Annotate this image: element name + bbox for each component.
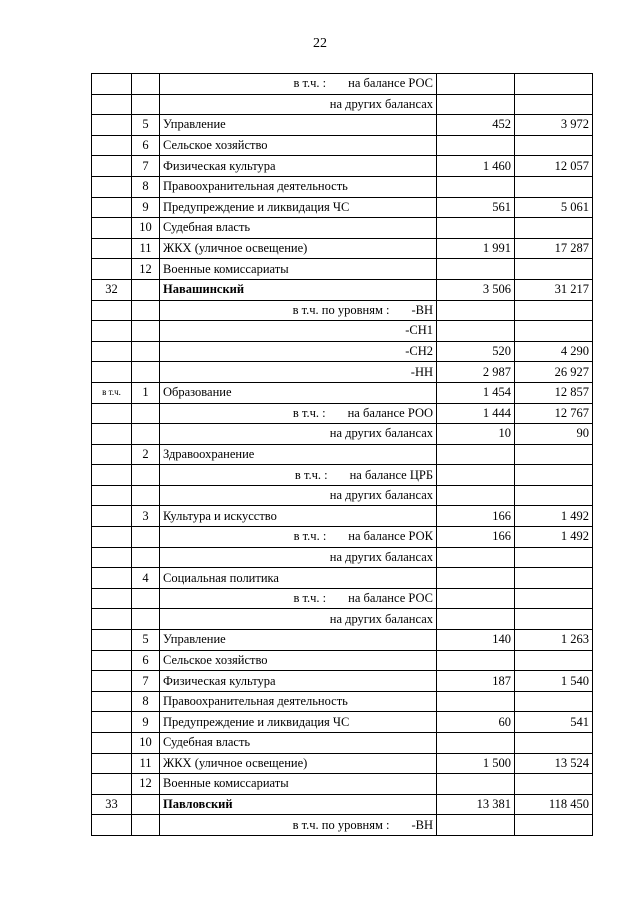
region-number-cell <box>92 176 132 197</box>
value-2-cell <box>515 74 593 95</box>
subtotal-row <box>92 527 593 548</box>
value-2-cell: 12 767 <box>515 403 593 424</box>
region-number-cell <box>92 74 132 95</box>
table-row <box>92 135 593 156</box>
breakdown-label-cell <box>160 609 437 630</box>
item-number-cell <box>132 321 160 342</box>
value-2-cell: 1 263 <box>515 630 593 651</box>
value-1-cell <box>437 774 515 795</box>
item-number-cell: 6 <box>132 135 160 156</box>
value-1-cell <box>437 259 515 280</box>
value-1-cell <box>437 465 515 486</box>
region-number-cell <box>92 753 132 774</box>
item-number-cell <box>132 300 160 321</box>
region-row <box>92 794 593 815</box>
subtotal-row <box>92 321 593 342</box>
table-row <box>92 630 593 651</box>
value-1-cell: 60 <box>437 712 515 733</box>
region-number-cell: 32 <box>92 279 132 300</box>
item-number-cell <box>132 527 160 548</box>
item-number-cell <box>132 609 160 630</box>
table-row <box>92 218 593 239</box>
breakdown-label-cell <box>160 547 437 568</box>
breakdown-label-cell <box>160 527 437 548</box>
category-name-cell: Судебная власть <box>160 733 437 754</box>
value-2-cell: 26 927 <box>515 362 593 383</box>
value-1-cell <box>437 94 515 115</box>
breakdown-label-cell <box>160 341 437 362</box>
region-number-cell <box>92 712 132 733</box>
value-1-cell: 1 454 <box>437 382 515 403</box>
table-row <box>92 712 593 733</box>
value-2-cell <box>515 259 593 280</box>
value-1-cell <box>437 588 515 609</box>
value-1-cell <box>437 74 515 95</box>
value-2-cell <box>515 568 593 589</box>
region-name-cell: Павловский <box>160 794 437 815</box>
item-number-cell: 5 <box>132 115 160 136</box>
value-1-cell: 187 <box>437 671 515 692</box>
value-1-cell <box>437 609 515 630</box>
value-2-cell: 12 057 <box>515 156 593 177</box>
breakdown-label: на других балансах <box>329 96 433 111</box>
value-2-cell <box>515 485 593 506</box>
category-name-cell: Правоохранительная деятельность <box>160 691 437 712</box>
region-number-cell <box>92 630 132 651</box>
region-number-cell <box>92 156 132 177</box>
category-name-cell: Военные комиссариаты <box>160 259 437 280</box>
region-number-cell <box>92 733 132 754</box>
category-name-cell: Здравоохранение <box>160 444 437 465</box>
region-number-cell <box>92 650 132 671</box>
item-number-cell: 4 <box>132 568 160 589</box>
value-2-cell <box>515 321 593 342</box>
table-row <box>92 671 593 692</box>
breakdown-label: на других балансах <box>329 426 433 441</box>
value-2-cell <box>515 815 593 836</box>
region-number-cell: 33 <box>92 794 132 815</box>
region-number-cell <box>92 135 132 156</box>
table-row <box>92 382 593 403</box>
region-number-cell <box>92 362 132 383</box>
table-row <box>92 115 593 136</box>
value-2-cell: 1 492 <box>515 506 593 527</box>
breakdown-label-cell <box>160 362 437 383</box>
region-number-cell <box>92 609 132 630</box>
value-2-cell: 17 287 <box>515 238 593 259</box>
table-row <box>92 506 593 527</box>
value-1-cell <box>437 815 515 836</box>
item-number-cell <box>132 94 160 115</box>
region-number-cell <box>92 403 132 424</box>
value-1-cell <box>437 691 515 712</box>
category-name-cell: Сельское хозяйство <box>160 135 437 156</box>
category-name-cell: Культура и искусство <box>160 506 437 527</box>
region-number-cell <box>92 424 132 445</box>
category-name-cell: Судебная власть <box>160 218 437 239</box>
region-number-cell <box>92 568 132 589</box>
region-number-cell <box>92 444 132 465</box>
table-row <box>92 774 593 795</box>
item-number-cell <box>132 815 160 836</box>
value-2-cell <box>515 774 593 795</box>
item-number-cell <box>132 403 160 424</box>
breakdown-prefix: в т.ч. по уровням : <box>292 302 390 317</box>
value-1-cell: 452 <box>437 115 515 136</box>
subtotal-row <box>92 609 593 630</box>
breakdown-prefix: в т.ч. : <box>292 405 326 420</box>
region-number-cell <box>92 115 132 136</box>
value-1-cell <box>437 650 515 671</box>
category-name-cell: Физическая культура <box>160 671 437 692</box>
category-name-cell: Сельское хозяйство <box>160 650 437 671</box>
breakdown-prefix: в т.ч. : <box>293 529 327 544</box>
item-number-cell: 8 <box>132 176 160 197</box>
value-1-cell: 166 <box>437 527 515 548</box>
item-number-cell <box>132 341 160 362</box>
subtotal-row <box>92 485 593 506</box>
breakdown-label: на балансе РОС <box>348 76 433 91</box>
subtotal-row <box>92 74 593 95</box>
region-number-cell <box>92 547 132 568</box>
breakdown-label-cell <box>160 403 437 424</box>
page-number: 22 <box>313 36 327 51</box>
value-2-cell <box>515 444 593 465</box>
value-1-cell <box>437 218 515 239</box>
subtotal-row <box>92 403 593 424</box>
value-2-cell <box>515 609 593 630</box>
value-1-cell <box>437 300 515 321</box>
item-number-cell: 9 <box>132 712 160 733</box>
breakdown-label: на других балансах <box>329 611 433 626</box>
item-number-cell: 12 <box>132 259 160 280</box>
table-row <box>92 691 593 712</box>
breakdown-label: на балансе РОС <box>348 591 433 606</box>
breakdown-label-cell <box>160 74 437 95</box>
breakdown-label-cell <box>160 815 437 836</box>
breakdown-label: -СН2 <box>405 344 433 359</box>
region-number-cell <box>92 197 132 218</box>
breakdown-label: на других балансах <box>329 488 433 503</box>
value-2-cell: 4 290 <box>515 341 593 362</box>
budget-table-body <box>92 74 593 836</box>
subtotal-row <box>92 815 593 836</box>
value-2-cell: 118 450 <box>515 794 593 815</box>
table-row <box>92 444 593 465</box>
item-number-cell: 11 <box>132 238 160 259</box>
breakdown-label-cell <box>160 300 437 321</box>
category-name-cell: Образование <box>160 382 437 403</box>
region-number-cell <box>92 300 132 321</box>
breakdown-prefix: в т.ч. : <box>294 467 328 482</box>
region-number-cell <box>92 465 132 486</box>
value-1-cell: 2 987 <box>437 362 515 383</box>
category-name-cell: Правоохранительная деятельность <box>160 176 437 197</box>
region-number-cell <box>92 321 132 342</box>
value-1-cell <box>437 733 515 754</box>
value-2-cell <box>515 300 593 321</box>
breakdown-prefix: в т.ч. : <box>293 76 327 91</box>
value-1-cell <box>437 135 515 156</box>
value-1-cell: 561 <box>437 197 515 218</box>
value-2-cell <box>515 547 593 568</box>
value-2-cell: 541 <box>515 712 593 733</box>
breakdown-label-cell <box>160 588 437 609</box>
value-1-cell <box>437 321 515 342</box>
value-1-cell <box>437 485 515 506</box>
category-name-cell: Военные комиссариаты <box>160 774 437 795</box>
value-2-cell <box>515 465 593 486</box>
breakdown-label-cell <box>160 424 437 445</box>
table-row <box>92 259 593 280</box>
value-1-cell: 520 <box>437 341 515 362</box>
item-number-cell <box>132 465 160 486</box>
value-1-cell <box>437 444 515 465</box>
item-number-cell <box>132 362 160 383</box>
item-number-cell <box>132 279 160 300</box>
breakdown-label: на других балансах <box>329 549 433 564</box>
value-2-cell: 13 524 <box>515 753 593 774</box>
category-name-cell: Управление <box>160 630 437 651</box>
value-2-cell <box>515 218 593 239</box>
item-number-cell: 9 <box>132 197 160 218</box>
region-number-cell: в т.ч. <box>92 382 132 403</box>
value-1-cell <box>437 176 515 197</box>
table-row <box>92 753 593 774</box>
value-2-cell <box>515 94 593 115</box>
table-row <box>92 156 593 177</box>
category-name-cell: ЖКХ (уличное освещение) <box>160 238 437 259</box>
value-2-cell <box>515 588 593 609</box>
value-2-cell <box>515 135 593 156</box>
value-1-cell: 1 500 <box>437 753 515 774</box>
value-2-cell: 90 <box>515 424 593 445</box>
value-1-cell: 166 <box>437 506 515 527</box>
item-number-cell <box>132 74 160 95</box>
value-2-cell: 5 061 <box>515 197 593 218</box>
table-row <box>92 197 593 218</box>
subtotal-row <box>92 424 593 445</box>
region-number-cell <box>92 485 132 506</box>
subtotal-row <box>92 465 593 486</box>
item-number-cell: 3 <box>132 506 160 527</box>
category-name-cell: Предупреждение и ликвидация ЧС <box>160 197 437 218</box>
item-number-cell <box>132 794 160 815</box>
value-2-cell <box>515 650 593 671</box>
breakdown-prefix: в т.ч. : <box>293 591 327 606</box>
region-number-cell <box>92 94 132 115</box>
value-1-cell: 1 444 <box>437 403 515 424</box>
value-2-cell: 1 492 <box>515 527 593 548</box>
breakdown-label-cell <box>160 321 437 342</box>
value-1-cell: 140 <box>437 630 515 651</box>
item-number-cell: 12 <box>132 774 160 795</box>
region-number-cell <box>92 527 132 548</box>
item-number-cell: 7 <box>132 671 160 692</box>
item-number-cell <box>132 547 160 568</box>
breakdown-label: на балансе ЦРБ <box>349 467 433 482</box>
table-row <box>92 176 593 197</box>
value-2-cell <box>515 176 593 197</box>
region-number-cell <box>92 218 132 239</box>
table-row <box>92 568 593 589</box>
region-number-cell <box>92 259 132 280</box>
breakdown-label: -ВН <box>411 302 433 317</box>
category-name-cell: Управление <box>160 115 437 136</box>
item-number-cell: 10 <box>132 218 160 239</box>
region-number-cell <box>92 506 132 527</box>
region-number-cell <box>92 774 132 795</box>
breakdown-label: на балансе РОО <box>347 405 433 420</box>
breakdown-label: -НН <box>410 364 433 379</box>
category-name-cell: ЖКХ (уличное освещение) <box>160 753 437 774</box>
value-1-cell: 1 460 <box>437 156 515 177</box>
region-number-cell <box>92 815 132 836</box>
item-number-cell: 6 <box>132 650 160 671</box>
item-number-cell: 5 <box>132 630 160 651</box>
value-1-cell: 3 506 <box>437 279 515 300</box>
value-1-cell <box>437 547 515 568</box>
value-1-cell <box>437 568 515 589</box>
breakdown-label-cell <box>160 94 437 115</box>
breakdown-label: -ВН <box>411 817 433 832</box>
region-name-cell: Навашинский <box>160 279 437 300</box>
table-row <box>92 650 593 671</box>
item-number-cell: 10 <box>132 733 160 754</box>
value-2-cell: 3 972 <box>515 115 593 136</box>
table-row <box>92 733 593 754</box>
subtotal-row <box>92 362 593 383</box>
region-number-cell <box>92 691 132 712</box>
category-name-cell: Социальная политика <box>160 568 437 589</box>
category-name-cell: Физическая культура <box>160 156 437 177</box>
category-name-cell: Предупреждение и ликвидация ЧС <box>160 712 437 733</box>
region-row <box>92 279 593 300</box>
value-2-cell <box>515 733 593 754</box>
subtotal-row <box>92 588 593 609</box>
item-number-cell: 8 <box>132 691 160 712</box>
breakdown-label: -СН1 <box>405 323 433 338</box>
item-number-cell: 11 <box>132 753 160 774</box>
budget-table <box>91 73 593 836</box>
value-2-cell: 31 217 <box>515 279 593 300</box>
region-number-cell <box>92 238 132 259</box>
subtotal-row <box>92 547 593 568</box>
item-number-cell: 1 <box>132 382 160 403</box>
value-1-cell: 10 <box>437 424 515 445</box>
item-number-cell: 2 <box>132 444 160 465</box>
item-number-cell <box>132 588 160 609</box>
table-row <box>92 238 593 259</box>
subtotal-row <box>92 341 593 362</box>
breakdown-prefix: в т.ч. по уровням : <box>292 817 390 832</box>
breakdown-label-cell <box>160 465 437 486</box>
value-2-cell <box>515 691 593 712</box>
region-number-cell <box>92 341 132 362</box>
item-number-cell <box>132 424 160 445</box>
region-number-cell <box>92 588 132 609</box>
value-1-cell: 1 991 <box>437 238 515 259</box>
item-number-cell: 7 <box>132 156 160 177</box>
subtotal-row <box>92 94 593 115</box>
breakdown-label-cell <box>160 485 437 506</box>
value-1-cell: 13 381 <box>437 794 515 815</box>
value-2-cell: 12 857 <box>515 382 593 403</box>
value-2-cell: 1 540 <box>515 671 593 692</box>
breakdown-label: на балансе РОК <box>348 529 433 544</box>
subtotal-row <box>92 300 593 321</box>
item-number-cell <box>132 485 160 506</box>
region-number-cell <box>92 671 132 692</box>
